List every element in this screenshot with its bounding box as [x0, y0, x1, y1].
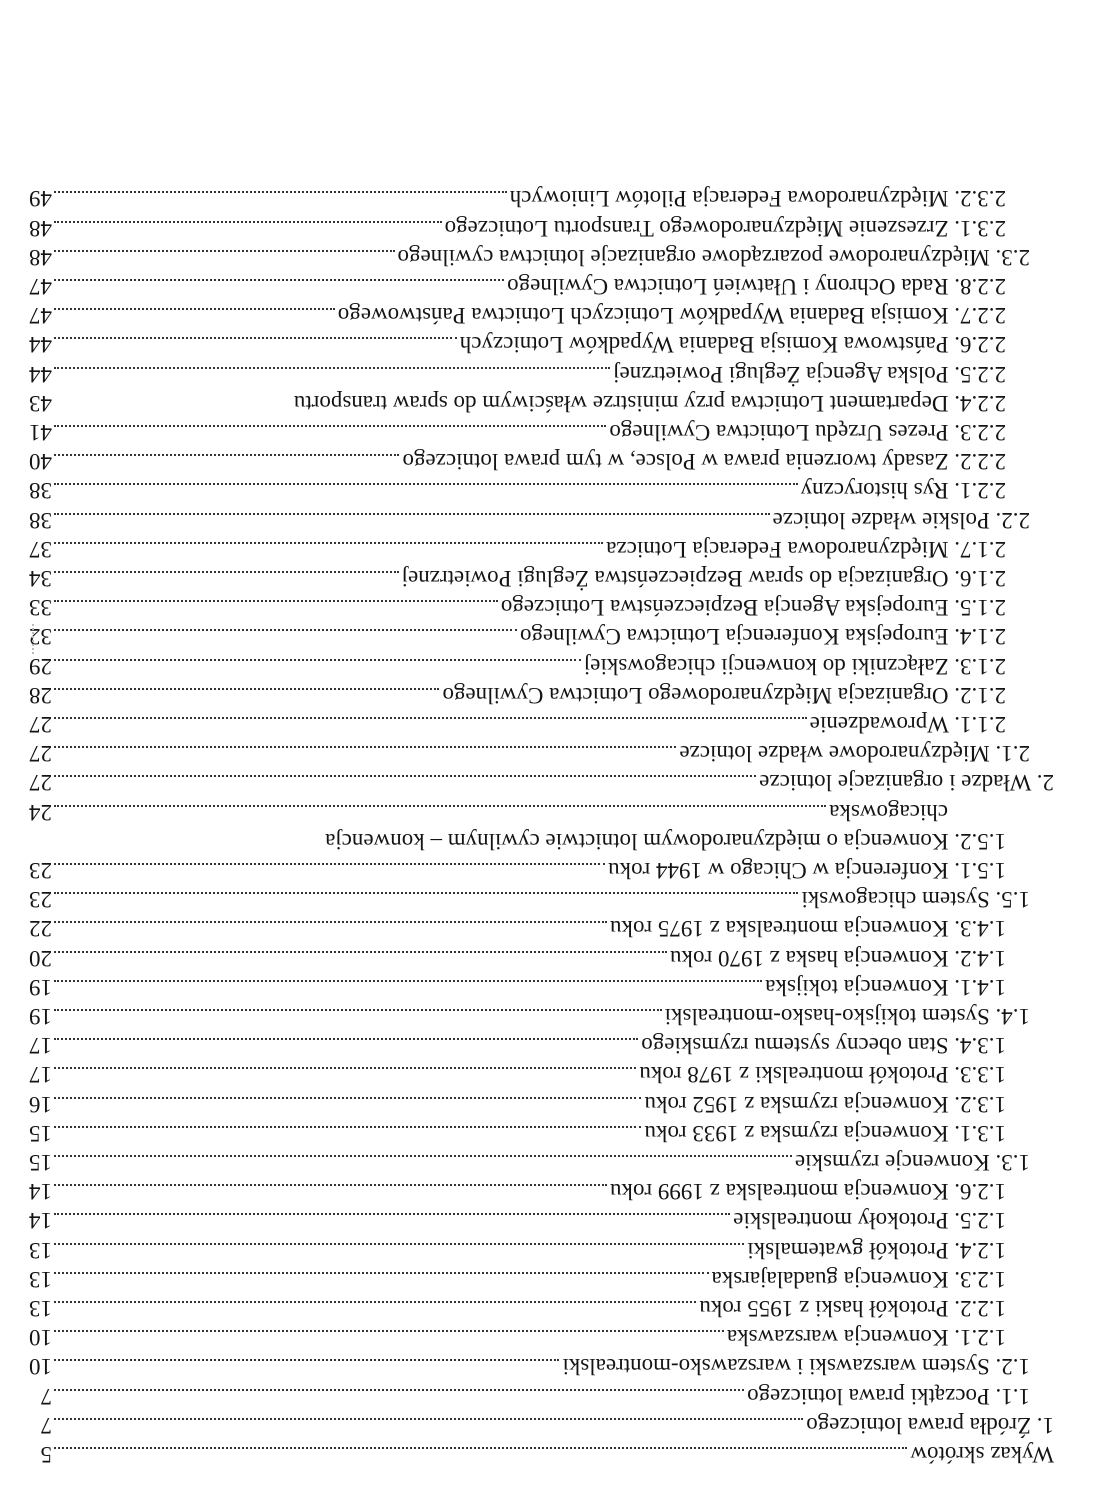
toc-entry-title: 2.1. Międzynarodowe władze lotnicze — [679, 741, 1030, 767]
toc-leader-dots — [54, 454, 399, 456]
toc-leader-dots — [54, 1038, 638, 1040]
toc-entry — [24, 390, 1006, 421]
toc-entry-page: 7 — [40, 1383, 52, 1409]
toc-entry-title: 2.2.8. Rada Ochrony i Ułatwień Lotnictwa Cywilnego — [507, 274, 1006, 299]
toc-entry — [24, 799, 948, 830]
toc-entry-title: 1.4.1. Konwencja tokijska — [765, 974, 1006, 1000]
toc-entry — [24, 1412, 1054, 1443]
toc-entry-page: 27 — [29, 741, 52, 767]
toc-entry-title: 2.1.2. Organizacja Międzynarodowego Lotnictwa Cywilnego — [442, 682, 1006, 708]
toc-entry-page: 34 — [29, 566, 52, 591]
toc-entry-title: 1.2.6. Konwencja montrealska z 1999 roku — [609, 1179, 1006, 1205]
toc-leader-dots — [54, 542, 603, 544]
toc-leader-dots — [54, 308, 335, 310]
toc-leader-dots — [54, 1155, 792, 1157]
toc-entry-title: 2.3.2. Międzynarodowa Federacja Pilotów Liniowych — [509, 186, 1006, 212]
toc-entry-page: 27 — [29, 770, 52, 796]
toc-entry — [24, 1353, 1030, 1384]
toc-entry — [24, 1120, 1006, 1151]
toc-entry — [24, 1178, 1006, 1209]
toc-entry-title: 2.2.3. Prezes Urzędu Lotnictwa Cywilnego — [609, 420, 1006, 445]
toc-leader-dots — [54, 483, 798, 485]
toc-entry — [24, 1295, 1006, 1326]
toc-leader-dots — [54, 1009, 662, 1011]
toc-entry-title: 1.2.5. Protokoły montrealskie — [733, 1208, 1006, 1234]
toc-entry — [24, 594, 1006, 625]
toc-leader-dots — [54, 396, 291, 398]
toc-entry-title: 1.2.1. Konwencja warszawska — [726, 1325, 1006, 1351]
toc-entry-page: 17 — [29, 1033, 52, 1059]
toc-leader-dots — [54, 513, 770, 515]
toc-entry-page: 10 — [29, 1354, 52, 1380]
toc-entry-page: 13 — [29, 1266, 52, 1292]
toc-leader-dots — [54, 629, 517, 631]
toc-entry-page: 14 — [29, 1208, 52, 1234]
toc-entry — [24, 886, 1030, 917]
toc-entry — [24, 857, 1006, 888]
toc-leader-dots — [54, 688, 439, 690]
toc-entry-title: 2.2.1. Rys historyczny — [800, 478, 1006, 504]
toc-entry-title: 2.1.7. Międzynarodowa Federacja Lotnicza — [606, 536, 1006, 562]
toc-entry — [24, 1324, 1006, 1355]
toc-entry-title: 1.2. System warszawski i warszawsko-montrealski — [562, 1354, 1030, 1380]
toc-entry-title: 1.5. System chicagowski — [801, 887, 1030, 913]
toc-entry-page: 27 — [29, 712, 52, 737]
toc-entry-title: 2.2.6. Państwowa Komisja Badania Wypadków Lotniczych — [459, 332, 1006, 358]
toc-entry — [24, 1383, 1030, 1414]
toc-leader-dots — [54, 1184, 607, 1186]
toc-entry-title: Wykaz skrótów — [910, 1442, 1054, 1467]
toc-entry — [24, 1237, 1006, 1268]
toc-entry-title: 1.2.2. Protokół haski z 1955 roku — [699, 1296, 1006, 1321]
toc-entry — [24, 244, 1030, 275]
toc-entry-title: 1.4. System tokijsko-hasko-montrealski — [664, 1004, 1030, 1029]
toc-entry-title: 1.5.1. Konferencja w Chicago w 1944 roku — [608, 858, 1006, 883]
toc-entry-title: 1.5.2. Konwencja o międzynarodowym lotnictwie cywilnym – konwencja — [325, 828, 1006, 854]
toc-entry-page: 20 — [29, 945, 52, 971]
toc-leader-dots — [54, 1301, 696, 1303]
toc-entry — [24, 273, 1006, 304]
toc-entry — [24, 974, 1006, 1005]
toc-entry-page: 22 — [29, 916, 52, 942]
toc-entry-page: 23 — [29, 887, 52, 913]
toc-entry-title: 1.3.3. Protokół montrealski z 1978 roku — [639, 1062, 1006, 1088]
toc-entry-title: 1.4.2. Konwencja haska z 1970 roku — [670, 945, 1006, 971]
toc-entry — [24, 361, 1006, 392]
toc-entry — [24, 536, 1006, 567]
toc-entry-page: 10 — [29, 1325, 52, 1351]
toc-leader-dots — [54, 1272, 709, 1274]
toc-entry-title: 1.2.4. Protokół gwatemalski — [747, 1237, 1006, 1263]
toc-leader-dots — [54, 775, 756, 777]
toc-entry-page: 38 — [29, 478, 52, 504]
toc-leader-dots — [54, 1418, 803, 1420]
toc-entry — [24, 331, 1006, 362]
toc-entry-page: 37 — [29, 536, 52, 562]
toc-entry — [24, 623, 1006, 654]
toc-entry — [24, 828, 1006, 859]
toc-entry-page: 41 — [29, 420, 52, 445]
toc-entry — [24, 682, 1006, 713]
toc-entry-title: 2.2.4. Departament Lotnictwa przy ministrze właściwym do spraw transportu — [293, 390, 1006, 416]
toc-entry-page: 40 — [29, 449, 52, 475]
toc-leader-dots — [54, 659, 581, 661]
toc-entry-page: 17 — [29, 1062, 52, 1088]
toc-leader-dots — [54, 250, 395, 252]
toc-entry-title: 1.3.2. Konwencja rzymska z 1952 roku — [644, 1091, 1006, 1117]
toc-entry-title: 2.2.2. Zasady tworzenia prawa w Polsce, w tym prawa lotniczego — [402, 449, 1006, 475]
toc-leader-dots — [54, 863, 605, 865]
toc-entry-page: 47 — [29, 303, 52, 329]
toc-entry — [24, 1207, 1006, 1238]
toc-entry — [24, 915, 1006, 946]
toc-leader-dots — [54, 805, 826, 807]
toc-entry-page: 38 — [29, 507, 52, 533]
toc-entry — [24, 448, 1006, 479]
toc-entry — [24, 477, 1006, 508]
toc-entry-page: 44 — [29, 361, 52, 387]
toc-entry-title: 1.3.4. Stan obecny systemu rzymskiego — [641, 1033, 1006, 1059]
toc-entry — [24, 1091, 1006, 1122]
toc-entry-page: 19 — [29, 1004, 52, 1029]
toc-leader-dots — [54, 1213, 730, 1215]
toc-entry-page: 24 — [29, 799, 52, 825]
toc-leader-dots — [54, 600, 498, 602]
toc-entry-page: 49 — [29, 186, 52, 212]
toc-entry — [24, 1441, 1054, 1472]
toc-entry — [24, 653, 1006, 684]
toc-leader-dots — [54, 279, 504, 281]
toc-leader-dots — [54, 571, 399, 573]
toc-leader-dots — [54, 1067, 636, 1069]
toc-entry-page: 15 — [29, 1150, 52, 1175]
toc-entry — [24, 711, 1006, 742]
toc-entry-page: 48 — [29, 244, 52, 270]
toc-entry-page: 47 — [29, 274, 52, 299]
toc-leader-dots — [54, 1243, 744, 1245]
toc-entry-title: 2.1.3. Załączniki do konwencji chicagowskiej — [583, 653, 1006, 679]
toc-entry-page: 23 — [29, 858, 52, 883]
scan-mark — [30, 624, 34, 654]
toc-entry — [24, 1003, 1030, 1034]
toc-leader-dots — [54, 1447, 907, 1449]
toc-entry-page: 44 — [29, 332, 52, 358]
toc-entry-title: 1. Źródła prawa lotniczego — [806, 1412, 1054, 1438]
toc-leader-dots — [54, 221, 442, 223]
toc-entry-title: 2.2. Polskie władze lotnicze — [772, 507, 1030, 533]
toc-entry-page: 7 — [40, 1412, 52, 1438]
toc-leader-dots — [54, 980, 762, 982]
toc-entry-title: 1.3. Konwencje rzymskie — [794, 1150, 1030, 1175]
toc-entry-page: 29 — [29, 653, 52, 679]
toc-leader-dots — [54, 892, 798, 894]
toc-entry-page: 33 — [29, 595, 52, 621]
toc-entry-title: 2. Władze i organizacje lotnicze — [759, 770, 1054, 796]
toc-leader-dots — [54, 1097, 641, 1099]
toc-entry-page: 15 — [29, 1120, 52, 1146]
toc-leader-dots — [54, 1126, 641, 1128]
toc-entry-page: 16 — [29, 1091, 52, 1117]
toc-entry-title: 2.1.6. Organizacja do spraw Bezpieczeństwa Żeglugi Powietrznej — [401, 566, 1006, 591]
toc-entry — [24, 215, 1006, 246]
toc-entry-title: 2.2.5. Polska Agencja Żeglugi Powietrznej — [613, 361, 1006, 387]
toc-leader-dots — [54, 191, 507, 193]
toc-entry — [24, 565, 1006, 596]
toc-leader-dots — [54, 1330, 724, 1332]
toc-entry-page: 48 — [29, 215, 52, 241]
toc-entry — [24, 507, 1030, 538]
toc-entry-title: 2.1.1. Wprowadzenie — [809, 712, 1006, 737]
toc-entry — [24, 945, 1006, 976]
toc-entry-page: 28 — [29, 682, 52, 708]
toc-entry-page: 14 — [29, 1179, 52, 1205]
toc-entry — [24, 302, 1006, 333]
toc-entry — [24, 769, 1054, 800]
toc-entry-title: 1.4.3. Konwencja montrealska z 1975 roku — [609, 916, 1006, 942]
toc-entry-page: 19 — [29, 974, 52, 1000]
toc-leader-dots — [54, 921, 607, 923]
toc-entry-title: 1.1. Początki prawa lotniczego — [747, 1383, 1030, 1409]
toc-entry-page: 5 — [40, 1442, 52, 1467]
toc-entry — [24, 1032, 1006, 1063]
toc-leader-dots — [54, 1389, 744, 1391]
toc-entry-page: 13 — [29, 1296, 52, 1321]
toc-entry-page: 43 — [29, 390, 52, 416]
toc-entry-title: 2.3.1. Zrzeszenie Międzynarodowego Transportu Lotniczego — [444, 215, 1006, 241]
toc-entry-title: 2.1.4. Europejska Konferencja Lotnictwa Cywilnego — [519, 624, 1006, 650]
toc-entry — [24, 419, 1006, 450]
toc-entry-title: 1.2.3. Konwencja guadalajarska — [711, 1266, 1006, 1292]
toc-leader-dots — [54, 717, 807, 719]
toc-entry-page: 13 — [29, 1237, 52, 1263]
toc-entry-page: 32 — [29, 624, 52, 650]
toc-entry-title: 2.3. Międzynarodowe pozarządowe organizacje lotnictwa cywilnego — [397, 244, 1030, 270]
toc-entry-title: 2.2.7. Komisja Badania Wypadków Lotniczych Lotnictwa Państwowego — [337, 303, 1006, 329]
toc-entry — [24, 740, 1030, 771]
toc-entry — [24, 185, 1006, 216]
toc-entry-title: 1.3.1. Konwencja rzymska z 1933 roku — [644, 1120, 1006, 1146]
toc-entry-title: chicagowska — [829, 799, 948, 825]
toc-leader-dots — [54, 746, 676, 748]
toc-leader-dots — [54, 1359, 559, 1361]
toc-entry — [24, 1061, 1006, 1092]
toc-entry — [24, 1266, 1006, 1297]
toc-leader-dots — [54, 367, 610, 369]
toc-leader-dots — [54, 425, 606, 427]
toc-entry-title: 2.1.5. Europejska Agencja Bezpieczeństwa Lotniczego — [500, 595, 1006, 621]
toc-entry — [24, 1149, 1030, 1180]
toc-leader-dots — [54, 337, 457, 339]
toc-leader-dots — [54, 951, 667, 953]
